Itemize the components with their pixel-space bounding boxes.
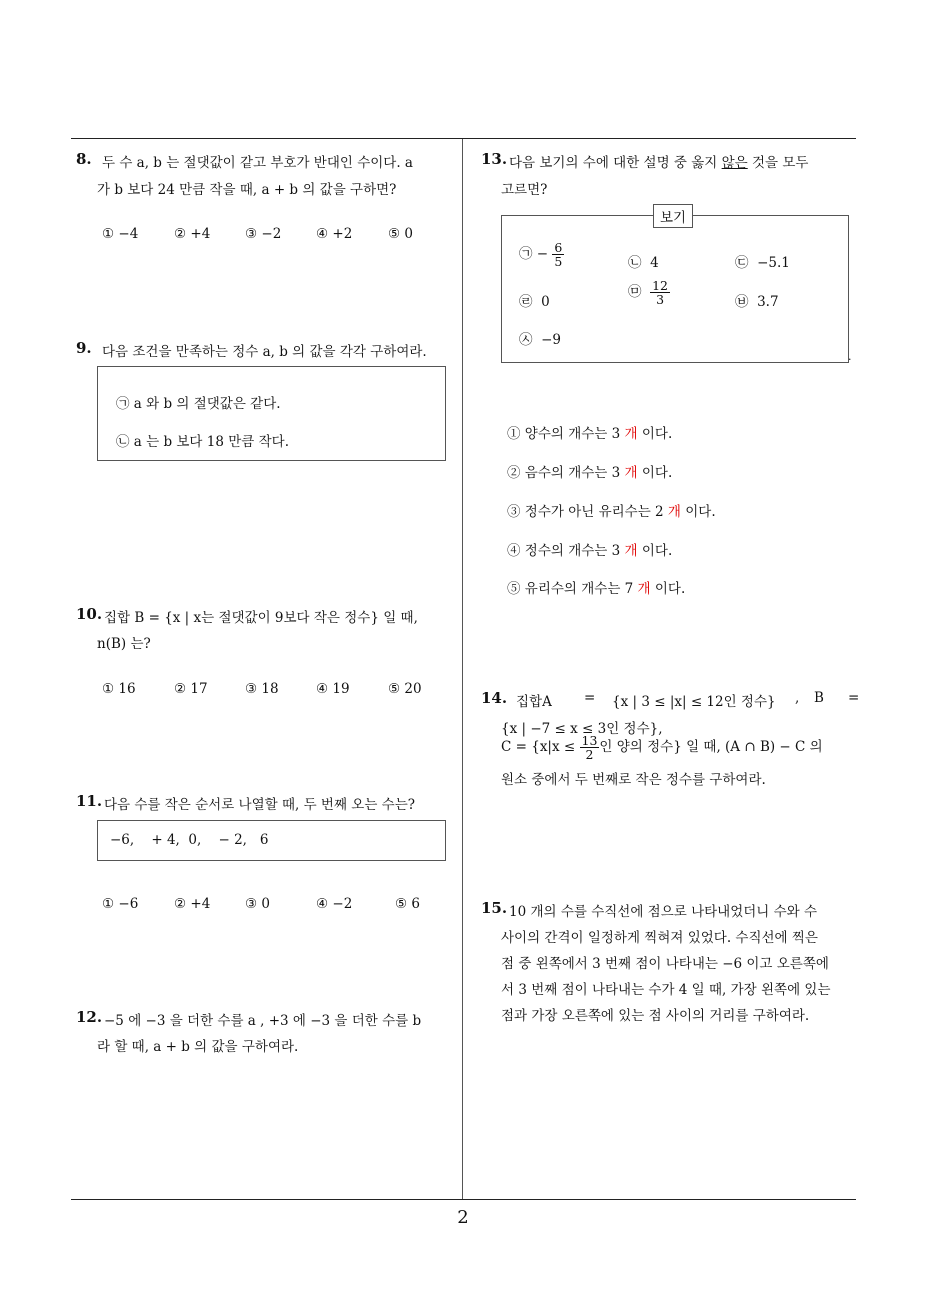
fraction <box>580 734 600 761</box>
period-mark: . <box>848 350 852 363</box>
numerator: 12 <box>652 278 668 293</box>
question-text: 것을 모두 <box>752 155 809 171</box>
option-unit: 개 <box>637 581 651 597</box>
example-item <box>735 251 790 271</box>
question-text: {x | 3 ≤ |x| ≤ 12인 정수} <box>612 694 776 710</box>
item-mark: ㉦ <box>519 332 533 348</box>
answer-option[interactable]: ② +4 <box>174 226 211 242</box>
example-box-title: 보기 <box>653 204 693 228</box>
answer-option[interactable]: ① 16 <box>102 681 136 697</box>
item-sign: − <box>536 246 549 263</box>
item-mark: ㉥ <box>735 294 749 310</box>
question-number: 13. <box>481 150 508 168</box>
question-number: 15. <box>481 899 508 917</box>
top-rule <box>71 138 856 139</box>
question-text-line: 점 중 왼쪽에서 3 번째 점이 나타내는 −6 이고 오른쪽에 <box>501 956 829 972</box>
example-item <box>519 290 550 310</box>
question-number: 10. <box>76 605 103 623</box>
answer-option[interactable] <box>507 539 672 559</box>
answer-option[interactable]: ② 17 <box>174 681 208 697</box>
answer-option[interactable] <box>507 461 672 481</box>
answer-option[interactable]: ③ 0 <box>245 896 270 912</box>
question-text: , <box>795 690 800 706</box>
option-unit: 개 <box>624 543 638 559</box>
option-text: ④ 정수의 개수는 3 <box>507 543 621 559</box>
denominator: 2 <box>585 747 594 763</box>
item-mark: ㉤ <box>628 284 642 301</box>
item-mark: ㉠ <box>519 246 533 263</box>
bottom-rule <box>71 1199 856 1200</box>
answer-option[interactable]: ③ 18 <box>245 681 279 697</box>
question-text: = <box>848 690 860 706</box>
answer-option[interactable]: ④ −2 <box>316 896 353 912</box>
answer-option[interactable]: ④ +2 <box>316 226 353 242</box>
example-item <box>735 290 779 310</box>
option-text: ② 음수의 개수는 3 <box>507 465 621 481</box>
question-number: 14. <box>481 689 508 707</box>
answer-option[interactable]: ② +4 <box>174 896 211 912</box>
answer-option[interactable] <box>507 577 685 597</box>
answer-option[interactable]: ④ 19 <box>316 681 350 697</box>
answer-option[interactable] <box>507 500 716 520</box>
question-number: 11. <box>76 792 103 810</box>
numbers-list: −6, + 4, 0, − 2, 6 <box>110 832 269 848</box>
question-number: 12. <box>76 1008 103 1026</box>
item-value: −5.1 <box>757 255 790 271</box>
question-text-line: 다음 조건을 만족하는 정수 a, b 의 값을 각각 구하여라. <box>102 344 427 360</box>
option-unit: 개 <box>624 426 638 442</box>
question-text: 집합A <box>516 694 552 710</box>
example-item <box>628 279 670 306</box>
question-text-line <box>501 734 823 761</box>
condition-item: ㉡ a 는 b 보다 18 만큼 작다. <box>116 434 289 450</box>
question-text: B <box>814 690 824 706</box>
question-text-line: 고르면? <box>501 182 548 198</box>
item-mark: ㉡ <box>628 255 642 271</box>
column-divider <box>462 139 463 1200</box>
denominator: 5 <box>554 254 563 270</box>
option-text: ⑤ 유리수의 개수는 7 <box>507 581 634 597</box>
underlined-word: 않은 <box>721 155 748 171</box>
example-item <box>519 241 564 268</box>
fraction <box>552 241 564 268</box>
answer-option[interactable]: ⑤ 0 <box>388 226 413 242</box>
item-mark: ㉢ <box>735 255 749 271</box>
question-text: C = {x|x ≤ <box>501 739 576 756</box>
condition-item: ㉠ a 와 b 의 절댓값은 같다. <box>116 396 281 412</box>
question-text-line: 집합 B = {x | x는 절댓값이 9보다 작은 정수} 일 때, <box>104 610 418 626</box>
option-text: 이다. <box>641 426 673 442</box>
answer-option[interactable]: ⑤ 20 <box>388 681 422 697</box>
question-text-line <box>509 151 808 171</box>
answer-option[interactable]: ③ −2 <box>245 226 282 242</box>
option-text: 이다. <box>641 465 673 481</box>
example-box <box>501 210 849 363</box>
question-text-line: 서 3 번째 점이 나타내는 수가 4 일 때, 가장 왼쪽에 있는 <box>501 982 831 998</box>
option-text: 이다. <box>641 543 673 559</box>
denominator: 3 <box>656 292 665 308</box>
fraction <box>650 279 670 306</box>
question-text: 다음 보기의 수에 대한 설명 중 옳지 <box>509 155 718 171</box>
question-text-line: 원소 중에서 두 번째로 작은 정수를 구하여라. <box>501 772 766 788</box>
example-item <box>628 251 659 271</box>
option-unit: 개 <box>667 504 681 520</box>
item-value: 0 <box>541 294 550 310</box>
numerator: 6 <box>554 240 563 255</box>
numerator: 13 <box>581 733 598 748</box>
item-value: 4 <box>650 255 659 271</box>
answer-option[interactable]: ① −6 <box>102 896 139 912</box>
item-value: 3.7 <box>757 294 779 310</box>
option-text: ① 양수의 개수는 3 <box>507 426 621 442</box>
question-text-line: 사이의 간격이 일정하게 찍혀져 있었다. 수직선에 찍은 <box>501 930 818 946</box>
item-mark: ㉣ <box>519 294 533 310</box>
answer-option[interactable]: ① −4 <box>102 226 139 242</box>
question-text-line: 10 개의 수를 수직선에 점으로 나타내었더니 수와 수 <box>509 904 818 920</box>
question-text-line: 라 할 때, a + b 의 값을 구하여라. <box>97 1039 299 1055</box>
question-text-line: −5 에 −3 을 더한 수를 a , +3 에 −3 을 더한 수를 b <box>104 1013 422 1029</box>
numbers-box <box>97 820 446 861</box>
question-text-line: 두 수 a, b 는 절댓값이 같고 부호가 반대인 수이다. a <box>102 155 413 171</box>
question-number: 9. <box>76 339 92 357</box>
answer-option[interactable]: ⑤ 6 <box>395 896 420 912</box>
option-text: 이다. <box>654 581 686 597</box>
answer-option[interactable] <box>507 422 672 442</box>
question-text-line: n(B) 는? <box>97 636 151 652</box>
page-number: 2 <box>457 1207 469 1228</box>
question-text-line: {x | −7 ≤ x ≤ 3인 정수}, <box>501 721 663 737</box>
option-unit: 개 <box>624 465 638 481</box>
question-text-line: 다음 수를 작은 순서로 나열할 때, 두 번째 오는 수는? <box>104 797 415 813</box>
question-text-line: 점과 가장 오른쪽에 있는 점 사이의 거리를 구하여라. <box>501 1008 810 1024</box>
item-value: −9 <box>541 332 561 348</box>
option-text: ③ 정수가 아닌 유리수는 2 <box>507 504 664 520</box>
example-item <box>519 328 561 348</box>
question-text: = <box>584 690 596 706</box>
question-text: 인 양의 정수} 일 때, (A ∩ B) − C 의 <box>599 739 823 756</box>
question-text-line: 가 b 보다 24 만큼 작을 때, a + b 의 값을 구하면? <box>97 182 397 198</box>
conditions-box <box>97 366 446 461</box>
option-text: 이다. <box>685 504 716 520</box>
question-number: 8. <box>76 150 92 168</box>
